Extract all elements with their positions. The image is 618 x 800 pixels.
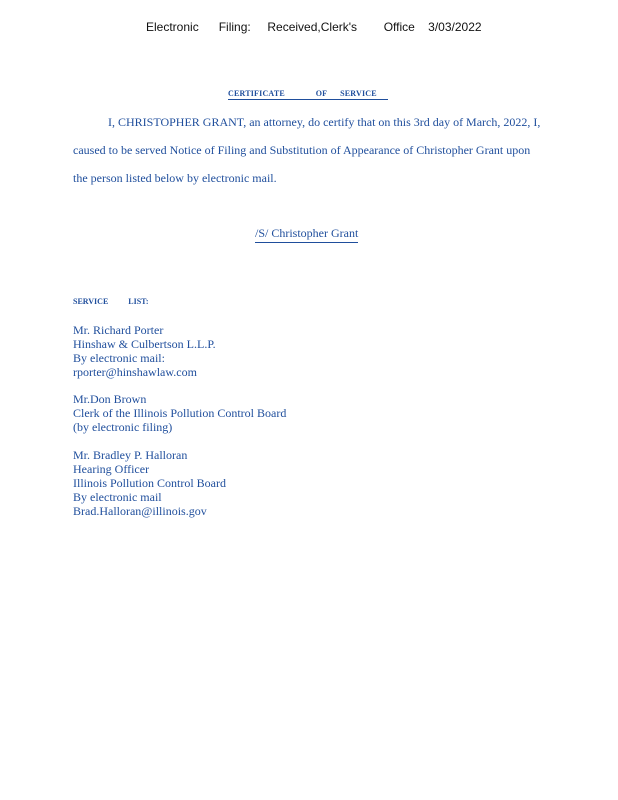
service-entry-halloran [73, 448, 226, 518]
service-entry-name: Mr.Don Brown [73, 392, 147, 406]
certificate-text-line-2: caused to be served Notice of Filing and Substitution of Appearance of Christopher Grant upon [73, 143, 531, 157]
electronic-filing-header: Electronic Filing: Received,Clerk's Office 3/03/2022 [146, 20, 482, 34]
service-entry-email: rporter@hinshawlaw.com [73, 365, 197, 379]
service-entry-line: Illinois Pollution Control Board [73, 476, 227, 490]
service-entry-line: By electronic mail: [73, 351, 165, 365]
certificate-of-service-title: CERTIFICATE OF SERVICE [228, 89, 388, 100]
certificate-text-line-3: the person listed below by electronic mail. [73, 171, 277, 185]
service-entry-email: Brad.Halloran@illinois.gov [73, 504, 207, 518]
service-entry-brown [73, 392, 286, 434]
certificate-text-line-1: I, CHRISTOPHER GRANT, an attorney, do certify that on this 3rd day of March, 2022, I, [108, 115, 541, 129]
service-entry-line: Hearing Officer [73, 462, 150, 476]
signature: /S/ Christopher Grant [255, 226, 358, 243]
service-entry-name: Mr. Richard Porter [73, 323, 164, 337]
service-entry-line: Hinshaw & Culbertson L.L.P. [73, 337, 216, 351]
service-entry-line: By electronic mail [73, 490, 162, 504]
service-entry-line: (by electronic filing) [73, 420, 173, 434]
service-entry-name: Mr. Bradley P. Halloran [73, 448, 188, 462]
service-list-title: SERVICE LIST: [73, 297, 149, 306]
service-entry-line: Clerk of the Illinois Pollution Control Board [73, 406, 287, 420]
service-entry-porter [73, 323, 216, 379]
